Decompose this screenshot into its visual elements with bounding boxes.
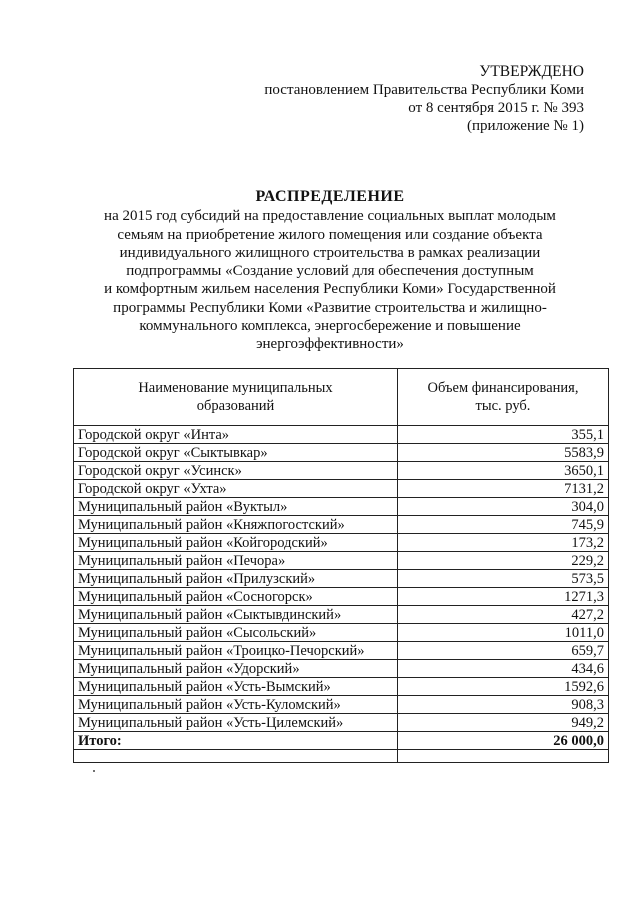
spacer-cell: [74, 750, 398, 763]
document-title-block: [70, 188, 590, 354]
municipality-name: Муниципальный район «Прилузский»: [74, 570, 398, 588]
funding-value: 427,2: [398, 606, 609, 624]
table-row: [74, 660, 609, 678]
municipality-name: Муниципальный район «Усть-Цилемский»: [74, 714, 398, 732]
funding-value: 355,1: [398, 426, 609, 444]
funding-value: 229,2: [398, 552, 609, 570]
approval-title: УТВЕРЖДЕНО: [479, 63, 584, 80]
table-row: [74, 678, 609, 696]
header-funding: [398, 369, 609, 426]
municipality-name: Муниципальный район «Сосногорск»: [74, 588, 398, 606]
table-row: [74, 714, 609, 732]
approval-block: [264, 63, 584, 135]
table-row: [74, 534, 609, 552]
table-header-row: [74, 369, 609, 426]
funding-value: 745,9: [398, 516, 609, 534]
funding-value: 659,7: [398, 642, 609, 660]
municipality-name: Муниципальный район «Сыктывдинский»: [74, 606, 398, 624]
header-funding-line2: тыс. руб.: [475, 398, 531, 414]
table-row: [74, 696, 609, 714]
table-row: [74, 480, 609, 498]
funding-value: 949,2: [398, 714, 609, 732]
spacer-cell: [398, 750, 609, 763]
municipality-name: Городской округ «Сыктывкар»: [74, 444, 398, 462]
table-row: [74, 462, 609, 480]
table-row: [74, 444, 609, 462]
approval-appendix: (приложение № 1): [466, 118, 584, 134]
funding-value: 573,5: [398, 570, 609, 588]
header-municipality: [74, 369, 398, 426]
document-heading: РАСПРЕДЕЛЕНИЕ: [255, 188, 405, 205]
municipality-name: Муниципальный район «Княжпогостский»: [74, 516, 398, 534]
scan-speck: [93, 770, 95, 772]
total-label: Итого:: [74, 732, 398, 750]
title-line: индивидуального жилищного строительства в рамках реализации: [119, 244, 541, 261]
funding-value: 5583,9: [398, 444, 609, 462]
municipality-name: Городской округ «Ухта»: [74, 480, 398, 498]
funding-value: 7131,2: [398, 480, 609, 498]
approval-decree: постановлением Правительства Республики Коми: [264, 82, 584, 98]
table-row: [74, 516, 609, 534]
table-row: [74, 642, 609, 660]
municipality-name: Муниципальный район «Койгородский»: [74, 534, 398, 552]
municipality-name: Муниципальный район «Усть-Вымский»: [74, 678, 398, 696]
table-row: [74, 606, 609, 624]
header-municipality-line2: образований: [196, 398, 275, 414]
title-line: коммунального комплекса, энергосбережение и повышение: [139, 318, 521, 335]
table-total-row: [74, 732, 609, 750]
header-municipality-line1: Наименование муниципальных: [138, 380, 333, 396]
municipality-name: Муниципальный район «Печора»: [74, 552, 398, 570]
municipality-name: Городской округ «Инта»: [74, 426, 398, 444]
title-line: подпрограммы «Создание условий для обеспечения доступным: [126, 263, 534, 280]
header-funding-line1: Объем финансирования,: [427, 380, 579, 396]
municipality-name: Муниципальный район «Троицко-Печорский»: [74, 642, 398, 660]
municipality-name: Муниципальный район «Вуктыл»: [74, 498, 398, 516]
title-line: семьям на приобретение жилого помещения или создание объекта: [117, 226, 543, 243]
approval-date: от 8 сентября 2015 г. № 393: [408, 100, 584, 116]
title-line: и комфортным жильем населения Республики Коми» Государственной: [104, 281, 556, 298]
funding-value: 173,2: [398, 534, 609, 552]
table-spacer-row: [74, 750, 609, 763]
funding-value: 3650,1: [398, 462, 609, 480]
total-value: 26 000,0: [398, 732, 609, 750]
table-row: [74, 570, 609, 588]
municipality-name: Муниципальный район «Сысольский»: [74, 624, 398, 642]
table-row: [74, 588, 609, 606]
title-line: на 2015 год субсидий на предоставление социальных выплат молодым: [104, 208, 556, 225]
title-line: энергоэффективности»: [256, 336, 404, 353]
title-line: программы Республики Коми «Развитие строительства и жилищно-: [113, 299, 547, 316]
funding-value: 1592,6: [398, 678, 609, 696]
table-row: [74, 624, 609, 642]
municipality-name: Муниципальный район «Удорский»: [74, 660, 398, 678]
funding-value: 304,0: [398, 498, 609, 516]
funding-value: 908,3: [398, 696, 609, 714]
table-row: [74, 552, 609, 570]
table-row: [74, 498, 609, 516]
funding-value: 1011,0: [398, 624, 609, 642]
municipality-name: Муниципальный район «Усть-Куломский»: [74, 696, 398, 714]
table-row: [74, 426, 609, 444]
funding-value: 434,6: [398, 660, 609, 678]
funding-value: 1271,3: [398, 588, 609, 606]
municipality-name: Городской округ «Усинск»: [74, 462, 398, 480]
distribution-table: [73, 368, 609, 763]
